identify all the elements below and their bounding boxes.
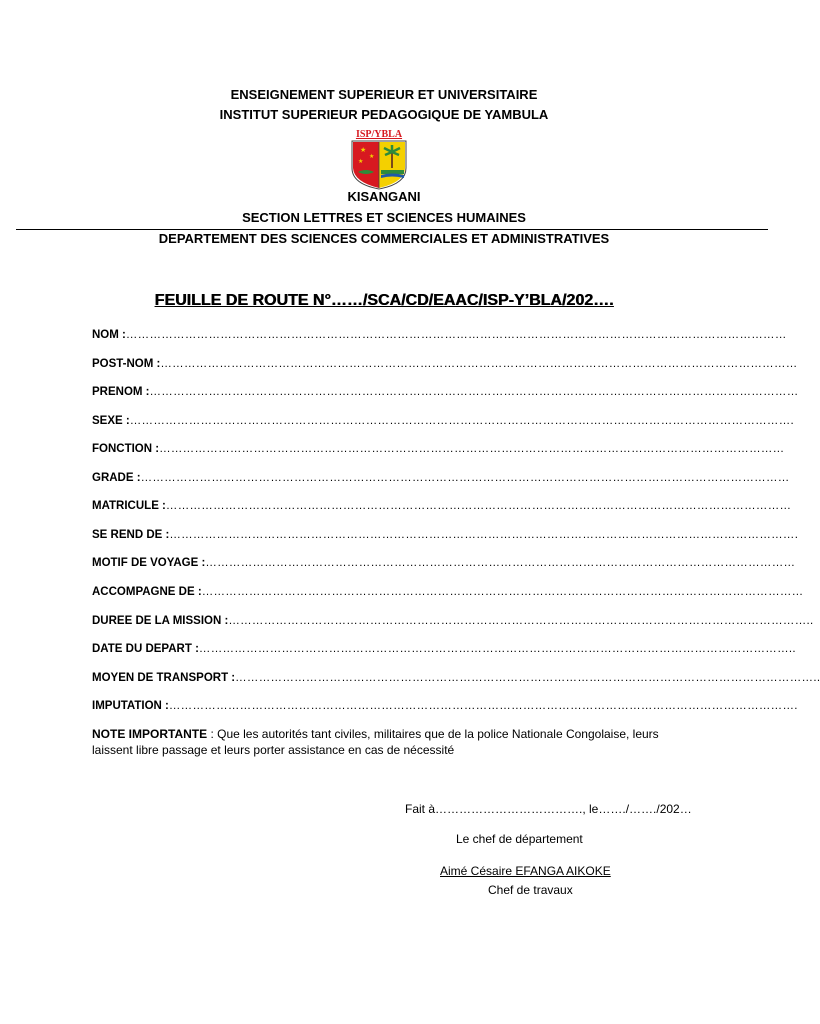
form-field-label: SE REND DE : [92,529,170,541]
form-field-row [92,413,795,429]
form-field-row [92,498,792,514]
form-field-row [92,527,799,543]
important-note [92,726,672,758]
svg-text:★: ★ [358,159,364,165]
form-field-label: FONCTION : [92,443,160,455]
form-field-row [92,384,799,400]
note-text: : Que les autorités tant civiles, militaires que de la police Nationale Congolaise, leurs laissent libre passage et leurs porter assistance en cas de nécessité [92,727,659,757]
form-field-label: IMPUTATION : [92,700,169,712]
note-label: NOTE IMPORTANTE [92,727,208,741]
form-field-fill-line[interactable]: ……………………………………………………………………………………………………………………………………………… [160,358,798,370]
form-field-fill-line[interactable]: …………………………………………………………………………………………………………………………………………… [159,443,785,455]
place-date-line: Fait à………………………………., le……./……./202… [405,802,692,816]
form-field-label: GRADE : [92,472,141,484]
form-field-fill-line[interactable]: …………………………………………………………………………………………………………………………………………… [165,500,792,512]
form-field-fill-line[interactable]: ……………………………………………………………………………………………………………………………………………. [169,529,799,541]
form-field-fill-line[interactable]: ………………………………………………………………………………………………………………………………….. [228,615,814,627]
header-section: SECTION LETTRES ET SCIENCES HUMAINES [242,210,526,225]
svg-text:★: ★ [369,154,375,160]
institute-logo [348,128,410,190]
signatory-title: Le chef de département [456,832,583,846]
form-field-fill-line[interactable]: ………………………………………………………………………………………………………………………………………………… [140,472,790,484]
form-field-fill-line[interactable]: ……………………………………………………………………………………………………………………………………………………. [129,415,795,427]
header-line-institute: INSTITUT SUPERIEUR PEDAGOGIQUE DE YAMBULA [219,107,549,122]
form-field-row [92,555,796,571]
form-field-fill-line[interactable]: …………………………………………………………………………………………………………………………………….. [198,643,796,655]
form-field-fill-line[interactable]: ………………………………………………………………………………………………………………………………….. [235,672,820,684]
form-field-fill-line[interactable]: ………………………………………………………………………………………………………………………………………………… [149,386,799,398]
form-field-fill-line[interactable]: …………………………………………………………………………………………………………………………………………………… [125,329,787,341]
form-field-row [92,356,798,372]
form-field-row [92,441,785,457]
form-field-row [92,641,796,657]
header-divider [16,229,768,230]
form-field-row [92,613,814,629]
form-field-fill-line[interactable]: …………………………………………………………………………………………………………………………………… [205,557,796,569]
form-field-row [92,470,790,486]
form-title: FEUILLE DE ROUTE N°……/SCA/CD/EAAC/ISP-Y’BLA/202…. [154,292,614,309]
form-field-row [92,670,820,686]
form-field-label: MOYEN DE TRANSPORT : [92,672,236,684]
header-line-ministry: ENSEIGNEMENT SUPERIEUR ET UNIVERSITAIRE [230,87,538,102]
form-field-row [92,698,798,714]
header-department: DEPARTEMENT DES SCIENCES COMMERCIALES ET ADMINISTRATIVES [158,231,610,246]
form-field-label: SEXE : [92,415,130,427]
logo-text: ISP/YBLA [355,129,403,140]
form-field-row [92,584,804,600]
form-field-label: PRENOM : [92,386,150,398]
header-city: KISANGANI [347,189,421,204]
form-field-label: NOM : [92,329,126,341]
form-field-label: ACCOMPAGNE DE : [92,586,202,598]
signatory-name: Aimé Césaire EFANGA AIKOKE [440,864,611,878]
form-field-label: DATE DU DEPART : [92,643,199,655]
form-field-fill-line[interactable]: ……………………………………………………………………………………………………………………………………………. [168,700,798,712]
form-field-label: MOTIF DE VOYAGE : [92,557,206,569]
signatory-rank: Chef de travaux [488,883,573,897]
svg-text:★: ★ [360,147,367,154]
form-field-fill-line[interactable]: ……………………………………………………………………………………………………………………………………… [201,586,804,598]
form-field-label: MATRICULE : [92,500,166,512]
form-field-label: POST-NOM : [92,358,161,370]
form-field-label: DUREE DE LA MISSION : [92,615,229,627]
form-field-row [92,327,787,343]
